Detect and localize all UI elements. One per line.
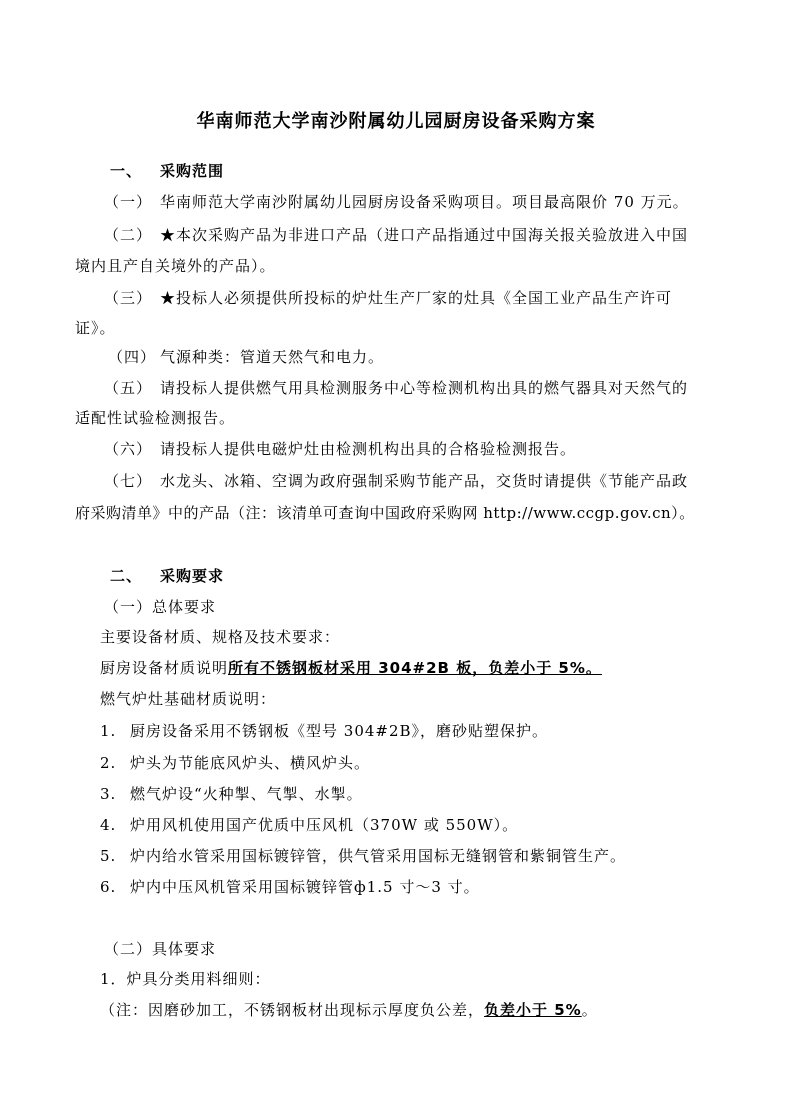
list-item-3-number: 3.: [100, 785, 117, 803]
section1-heading: 采购范围: [160, 162, 225, 180]
list-item-6-number: 6.: [100, 878, 117, 896]
s1-item5-continuation: 适配性试验检测报告。: [75, 409, 236, 427]
s1-item2-continuation: 境内且产自关境外的产品）。: [75, 257, 276, 275]
tolerance-note-prefix: （注：因磨砂加工，不锈钢板材出现标示厚度负公差，: [100, 1001, 485, 1019]
section2-number: 二、: [110, 567, 143, 585]
s1-item5-label: （五）: [104, 379, 153, 397]
tolerance-note-suffix: 。: [581, 1001, 598, 1019]
list-item-6-text: 炉内中压风机管采用国标镀锌管ф1.5 寸～3 寸。: [130, 878, 480, 896]
section2-heading: 采购要求: [160, 567, 225, 585]
general-requirements-heading: （一）总体要求: [104, 598, 217, 616]
main-requirements-line: 主要设备材质、规格及技术要求：: [100, 628, 341, 646]
s1-item3-text: ★投标人必须提供所投标的炉灶生产厂家的灶具《全国工业产品生产许可: [160, 289, 673, 307]
list-item-4-text: 炉用风机使用国产优质中压风机（370W 或 550W）。: [130, 816, 519, 834]
s1-item6-label: （六）: [104, 440, 153, 458]
s1-item7-text: 水龙头、冰箱、空调为政府强制采购节能产品，交货时请提供《节能产品政: [160, 472, 689, 490]
s1-item3-continuation: 证》。: [75, 319, 116, 337]
stove-classification-line: 1．炉具分类用料细则：: [100, 970, 271, 988]
kitchen-material-line: [100, 658, 602, 678]
list-item-5-text: 炉内给水管采用国标镀锌管，供气管采用国标无缝钢管和紫铜管生产。: [130, 847, 627, 865]
s1-item3-label: （三）: [104, 289, 153, 307]
tolerance-note: [100, 1000, 598, 1020]
list-item-1-number: 1.: [100, 722, 117, 740]
document-title: 华南师范大学南沙附属幼儿园厨房设备采购方案: [196, 111, 596, 132]
specific-requirements-heading: （二）具体要求: [104, 940, 217, 958]
s1-item7-continuation: 府采购清单》中的产品（注：该清单可查询中国政府采购网 http://www.ccgp.gov.cn）。: [75, 504, 695, 522]
s1-item7-label: （七）: [104, 472, 153, 490]
s1-item4-label: （四）: [108, 348, 157, 366]
s1-item1-text: 华南师范大学南沙附属幼儿园厨房设备采购项目。项目最高限价 70 万元。: [160, 193, 689, 211]
s1-item2-text: ★本次采购产品为非进口产品（进口产品指通过中国海关报关验放进入中国: [160, 226, 689, 244]
list-item-1-text: 厨房设备采用不锈钢板《型号 304#2B》，磨砂贴塑保护。: [130, 722, 549, 740]
s1-item5-text: 请投标人提供燃气用具检测服务中心等检测机构出具的燃气器具对天然气的: [160, 379, 689, 397]
s1-item6-text: 请投标人提供电磁炉灶由检测机构出具的合格验检测报告。: [160, 440, 577, 458]
list-item-5-number: 5.: [100, 847, 117, 865]
section1-number: 一、: [110, 162, 143, 180]
kitchen-material-emphasis: 所有不锈钢板材采用 304#2B 板，负差小于 5%。: [228, 659, 602, 677]
list-item-2-text: 炉头为节能底风炉头、横风炉头。: [130, 754, 371, 772]
s1-item1-label: （一）: [104, 193, 153, 211]
s1-item4-text: 气源种类：管道天然气和电力。: [160, 348, 385, 366]
tolerance-note-emphasis: 负差小于 5%: [484, 1001, 582, 1019]
stove-base-line: 燃气炉灶基础材质说明：: [100, 690, 277, 708]
kitchen-material-prefix: 厨房设备材质说明: [100, 659, 229, 677]
list-item-4-number: 4.: [100, 816, 117, 834]
s1-item2-label: （二）: [104, 226, 153, 244]
list-item-2-number: 2.: [100, 754, 117, 772]
list-item-3-text: 燃气炉设“火种掣、气掣、水掣。: [130, 785, 363, 803]
